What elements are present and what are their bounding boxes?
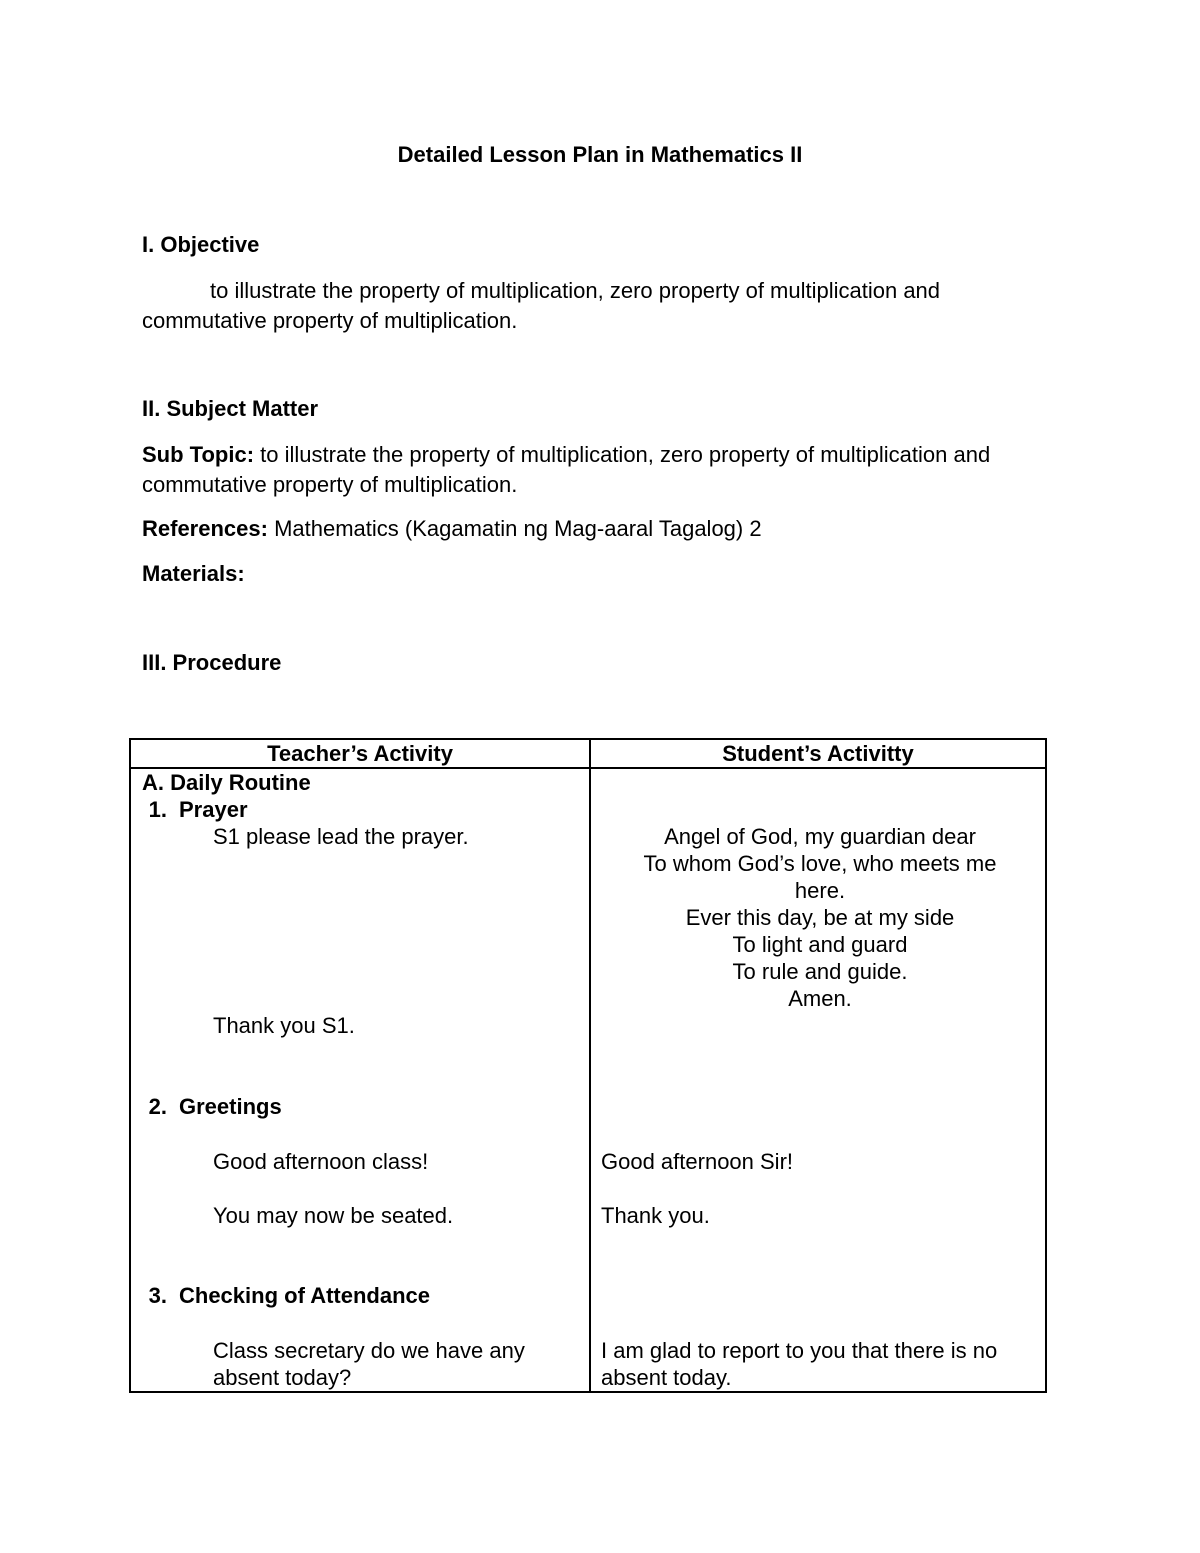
prayer-line: To rule and guide.: [732, 959, 908, 984]
greetings-teacher-line-2: You may now be seated.: [213, 1203, 454, 1228]
table-header-row: [130, 739, 1046, 768]
sub-topic-label: Sub Topic:: [142, 442, 255, 467]
objective-heading: I. Objective: [142, 232, 260, 257]
attendance-teacher-line-2: absent today?: [213, 1365, 352, 1390]
references-text: Mathematics (Kagamatin ng Mag-aaral Tagalog) 2: [274, 516, 762, 541]
procedure-heading: III. Procedure: [142, 650, 282, 675]
greetings-student-line-2: Thank you.: [601, 1203, 710, 1228]
prayer-line: Ever this day, be at my side: [685, 905, 955, 930]
prayer-label: Prayer: [179, 797, 248, 822]
greetings-heading: [131, 1093, 282, 1120]
objective-text-body: to illustrate the property of multiplication, zero property of multiplication and commutative property of multiplication.: [142, 278, 941, 333]
teacher-activity-cell: [130, 768, 590, 1392]
student-activity-cell: [590, 768, 1046, 1392]
attendance-teacher-line-1: Class secretary do we have any: [213, 1338, 525, 1363]
attendance-heading: [131, 1282, 430, 1309]
prayer-heading: [131, 796, 248, 823]
table-row: [130, 768, 1046, 1392]
prayer-line: here.: [794, 878, 846, 903]
attendance-student-line-2: absent today.: [601, 1365, 732, 1390]
teacher-activity-header: Teacher’s Activity: [130, 739, 590, 768]
attendance-number: 3.: [148, 1283, 167, 1308]
student-activity-header: Student’s Activitty: [590, 739, 1046, 768]
subject-matter-heading: II. Subject Matter: [142, 396, 319, 421]
references: [142, 514, 762, 544]
attendance-student-line-1: I am glad to report to you that there is no: [601, 1338, 998, 1363]
prayer-line: To whom God’s love, who meets me: [643, 851, 997, 876]
greetings-label: Greetings: [179, 1094, 282, 1119]
prayer-number: 1.: [148, 797, 167, 822]
attendance-label: Checking of Attendance: [179, 1283, 430, 1308]
greetings-teacher-line-1: Good afternoon class!: [213, 1149, 429, 1174]
prayer-line: Amen.: [788, 986, 852, 1011]
page-title: Detailed Lesson Plan in Mathematics II: [397, 142, 803, 167]
daily-routine-heading: A. Daily Routine: [142, 770, 311, 795]
sub-topic-text: to illustrate the property of multiplication, zero property of multiplication and commutative property of multiplication.: [142, 442, 991, 497]
prayer-teacher-line-2: Thank you S1.: [213, 1013, 355, 1038]
objective-text: [142, 276, 1062, 336]
prayer-response: [591, 823, 1049, 1012]
prayer-line: Angel of God, my guardian dear: [664, 824, 976, 849]
sub-topic: [142, 440, 1062, 500]
greetings-student-line-1: Good afternoon Sir!: [601, 1149, 794, 1174]
references-label: References:: [142, 516, 268, 541]
prayer-line: To light and guard: [732, 932, 908, 957]
procedure-table: [129, 738, 1047, 1393]
materials-label: Materials:: [142, 561, 245, 586]
prayer-teacher-line-1: S1 please lead the prayer.: [213, 824, 469, 849]
greetings-number: 2.: [148, 1094, 167, 1119]
